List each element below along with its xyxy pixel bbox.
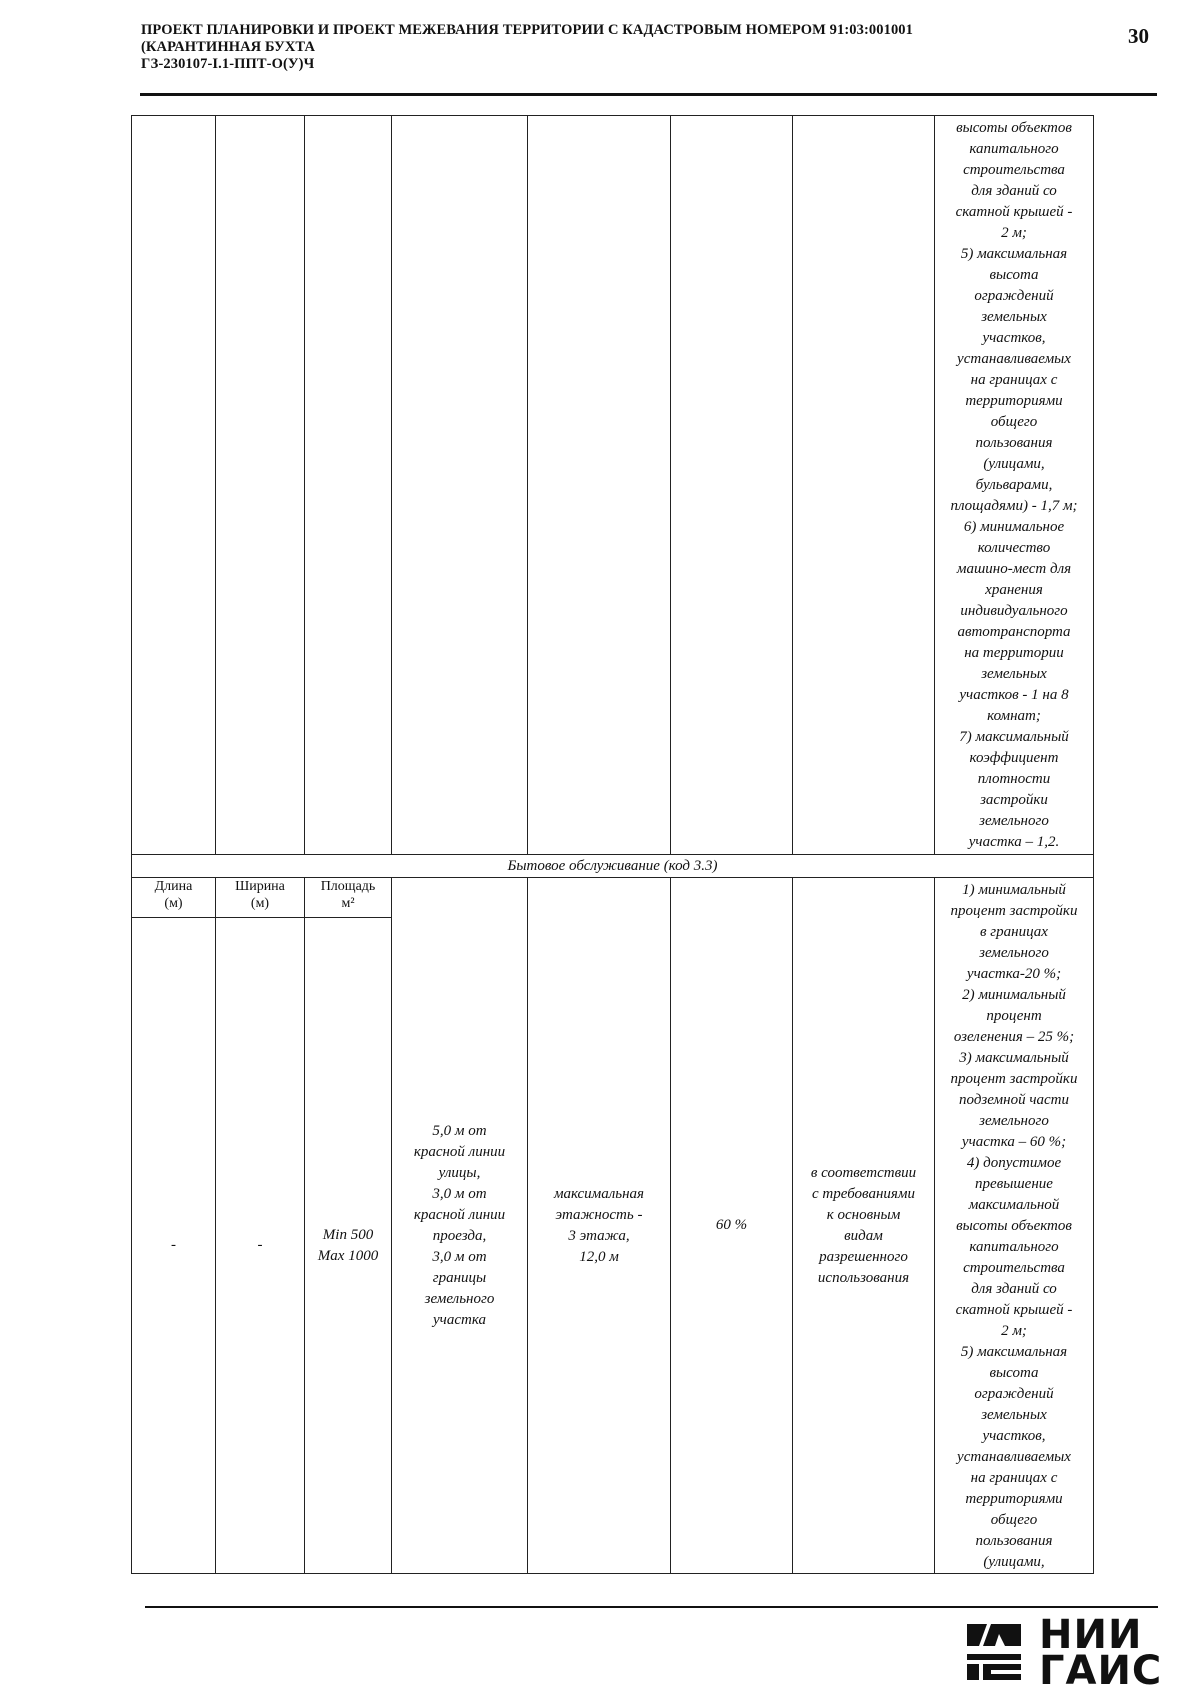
header-code-line: ГЗ-230107-I.1-ППТ-О(У)Ч (141, 56, 315, 72)
empty-cell (671, 116, 793, 855)
section-title: Бытовое обслуживание (код 3.3) (132, 855, 1094, 878)
coverage-cell: 60 % (671, 878, 793, 1574)
area-cell: Min 500 Max 1000 (305, 918, 392, 1574)
notes-cell-continued: высоты объектов капитального строительства для зданий со скатной крышей - 2 м; 5) максимальная высота ограждений земельных участков, устанавливаемых на границах с территориями общего пользования (улицами, бульварами, площадями) - 1,7 м; 6) минимальное количество машино-мест для хранения индивидуального автотранспорта на территории земельных участков - 1 на 8 комнат; 7) максимальный коэффициент плотности застройки земельного участка – 1,2. (935, 116, 1094, 855)
empty-cell (392, 116, 528, 855)
document-header (141, 22, 1081, 73)
width-cell: - (216, 918, 305, 1574)
header-title-line2: (КАРАНТИННАЯ БУХТА (141, 39, 316, 55)
notes-cell: 1) минимальный процент застройки в границах земельного участка-20 %; 2) минимальный процент озеленения – 25 %; 3) максимальный процент застройки подземной части земельного участка – 60 %; 4) допустимое превышение максимальной высоты объектов капитального строительства для зданий со скатной крышей - 2 м; 5) максимальная высота ограждений земельных участков, устанавливаемых на границах с территориями общего пользования (улицами, (935, 878, 1094, 1574)
page-number: 30 (1128, 24, 1149, 48)
logo-mark-icon (965, 1620, 1025, 1686)
empty-cell (216, 116, 305, 855)
empty-cell (528, 116, 671, 855)
header-length: Длина (м) (132, 878, 216, 918)
header-row (132, 878, 1094, 918)
floors-cell: максимальная этажность - 3 этажа, 12,0 м (528, 878, 671, 1574)
empty-cell (305, 116, 392, 855)
header-area: Площадь м² (305, 878, 392, 918)
empty-cell (793, 116, 935, 855)
compliance-cell: в соответствии с требованиями к основным видам разрешенного использования (793, 878, 935, 1574)
setbacks-cell: 5,0 м от красной линии улицы, 3,0 м от красной линии проезда, 3,0 м от границы земельного участка (392, 878, 528, 1574)
logo-text-line2: ГАИС (1039, 1648, 1163, 1694)
length-cell: - (132, 918, 216, 1574)
logo-text-line1: НИИ (1039, 1612, 1143, 1658)
header-width: Ширина (м) (216, 878, 305, 918)
company-logo (965, 1612, 1163, 1694)
regulations-table (131, 115, 1094, 1574)
empty-cell (132, 116, 216, 855)
footer-divider (145, 1606, 1158, 1608)
table-row-continued (132, 116, 1094, 855)
header-divider (140, 93, 1157, 96)
header-title-line1: ПРОЕКТ ПЛАНИРОВКИ И ПРОЕКТ МЕЖЕВАНИЯ ТЕРРИТОРИИ С КАДАСТРОВЫМ НОМЕРОМ 91:03:001001 (141, 22, 914, 38)
section-row (132, 855, 1094, 878)
